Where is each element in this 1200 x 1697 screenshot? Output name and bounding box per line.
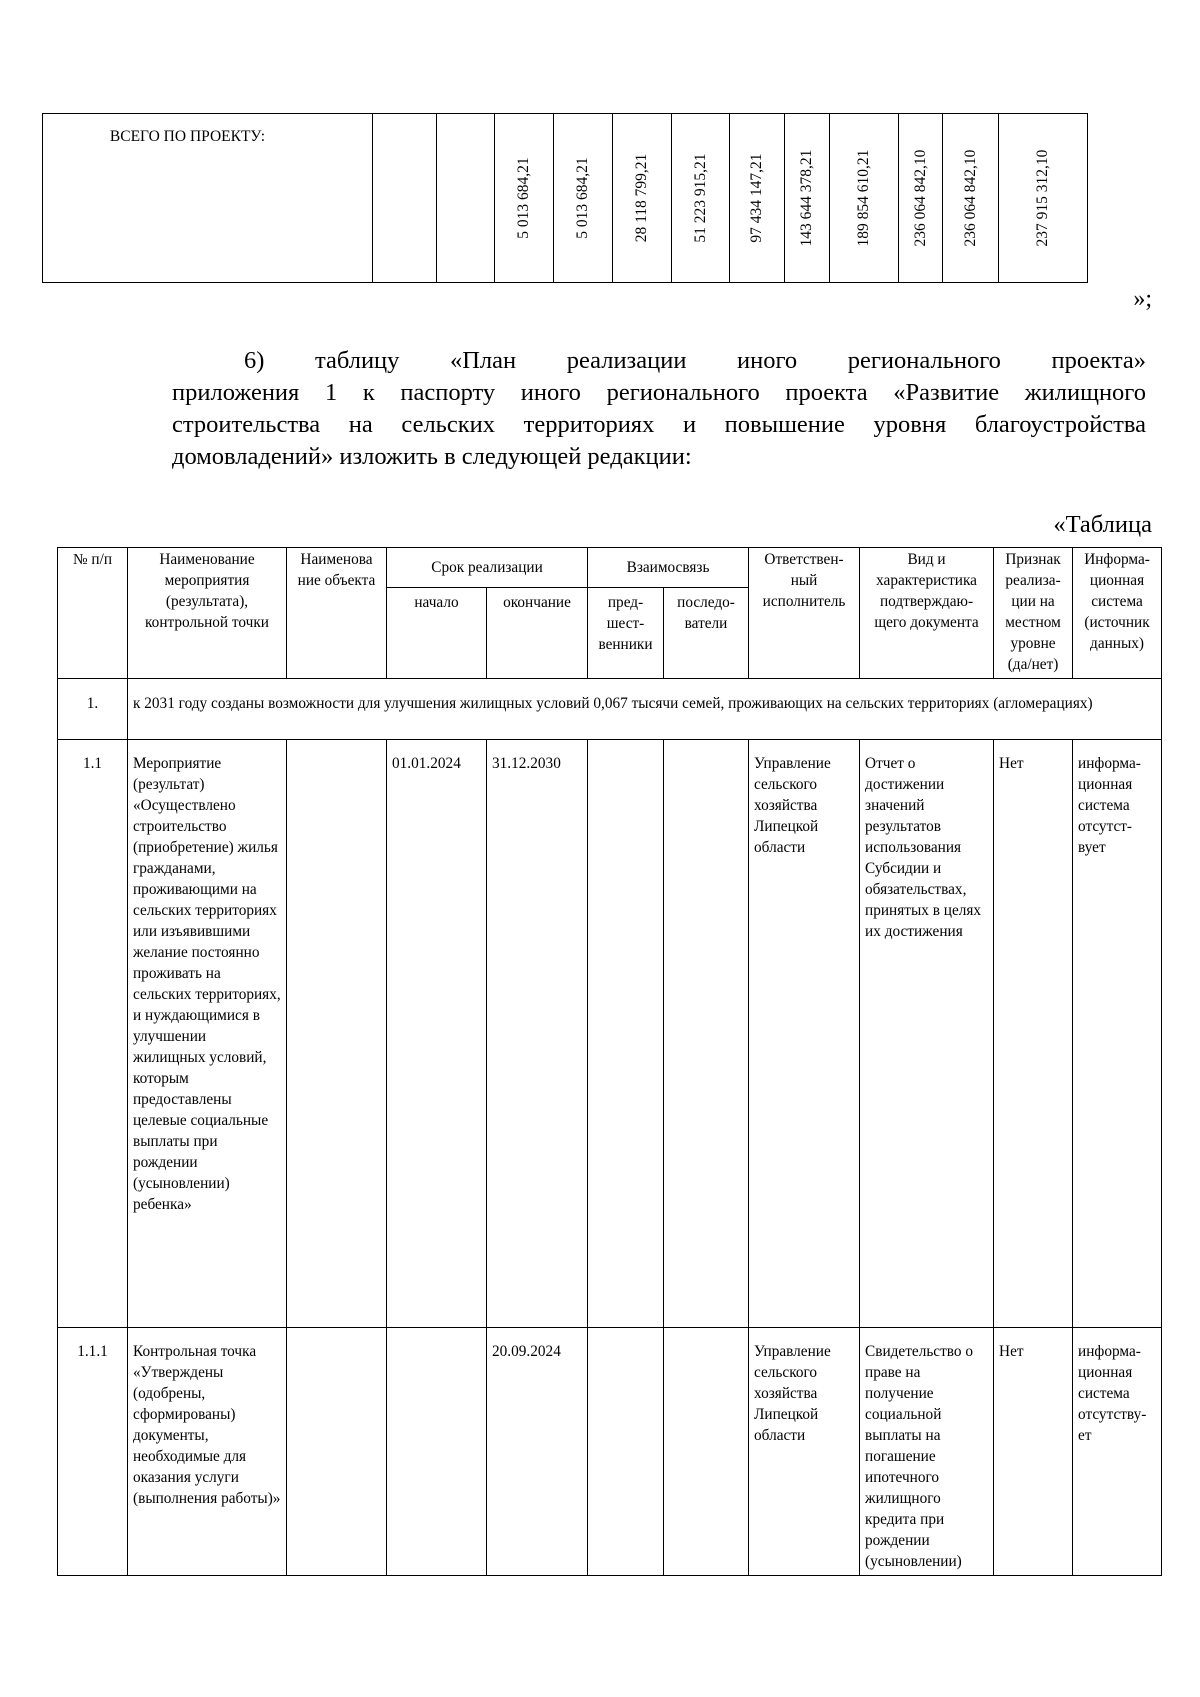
row-name: Мероприятие (результат) «Осуществлено строительство (приобретение) жилья гражданами, проживающими на сельских территориях или изъявившими желание постоянно проживать на сельских территориях, и нуждающимися в улучшении жилищных условий, которым предоставлены целевые социальные выплаты при рождении (усыновлении) ребенка» [133,755,281,1213]
row-document: Свидетельство о праве на получение социальной выплаты на погашение ипотечного жилищного кредита при рождении (усыновлении) [865,1343,974,1570]
row-object [292,1329,381,1341]
header-period: Срок реализации [387,548,588,588]
header-successors: последо-ватели [664,588,749,679]
total-value: 143 644 378,21 [798,149,815,247]
total-value-cell [999,114,1088,283]
row-end: 31.12.2030 [492,755,561,772]
row-successors [669,741,743,753]
paragraph-line: приложения 1 к паспорту иного регионального проекта «Развитие жилищного [172,379,1146,406]
empty-cell [437,114,495,283]
row-start [392,1329,481,1341]
section-text: к 2031 году созданы возможности для улучшения жилищных условий 0,067 тысячи семей, проживающих на сельских территориях (агломерациях) [128,679,1162,740]
row-responsible: Управление сельского хозяйства Липецкой области [754,1343,831,1444]
header-end: окончание [487,588,588,679]
closing-quote: »; [1133,286,1152,312]
row-successors [669,1329,743,1341]
table-caption: «Таблица [1053,511,1152,538]
header-start: начало [387,588,487,679]
section-num: 1. [58,679,128,740]
total-value-cell [830,114,899,283]
row-predecessors [593,741,658,753]
row-document: Отчет о достижении значений результатов использования Субсидии и обязательствах, принятых в целях их достижения [865,755,982,940]
total-value-cell [899,114,943,283]
total-value-cell [672,114,730,283]
total-value-cell [554,114,613,283]
row-local-level: Нет [999,1343,1024,1360]
total-value: 5 013 684,21 [574,157,591,239]
row-end: 20.09.2024 [492,1343,561,1360]
total-label: ВСЕГО ПО ПРОЕКТУ: [43,114,373,283]
total-value-cell [613,114,672,283]
implementation-plan-table [57,547,1162,1576]
row-info-system: информа-ционная система отсутству-ет [1078,1343,1147,1444]
total-summary-table [42,113,1088,283]
paragraph-line: строительства на сельских территориях и повышение уровня благоустройства [172,411,1146,438]
row-num: 1.1.1 [77,1343,108,1360]
header-local-level: Признак реализа-ции на местном уровне (да/нет) [994,548,1073,679]
table-row [58,1328,1162,1576]
total-value-cell [495,114,554,283]
total-value: 97 434 147,21 [748,153,765,243]
total-value: 236 064 842,10 [961,149,979,247]
row-num: 1.1 [82,755,103,772]
header-responsible: Ответствен-ный исполнитель [749,548,860,679]
header-row [58,548,1162,588]
header-predecessors: пред-шест-венники [588,588,664,679]
total-value: 28 118 799,21 [633,153,650,243]
section-row [58,679,1162,740]
header-relation: Взаимосвязь [588,548,749,588]
row-name: Контрольная точка «Утверждены (одобрены, сформированы) документы, необходимые для оказания услуги (выполнения работы)» [133,1343,281,1507]
header-object: Наименова ние объекта [287,548,387,679]
row-start: 01.01.2024 [392,755,461,772]
header-num: № п/п [58,548,128,679]
total-value: 5 013 684,21 [515,157,532,239]
table-row [58,740,1162,1328]
header-info-system: Информа-ционная система (источник данных) [1073,548,1162,679]
paragraph-line: 6) таблицу «План реализации иного регионального проекта» [244,347,1146,374]
total-value: 237 915 312,10 [1034,149,1051,247]
header-name: Наименование мероприятия (результата), контрольной точки [128,548,287,679]
row-local-level: Нет [999,755,1024,772]
row-info-system: информа-ционная система отсутст-вует [1078,755,1141,856]
total-value: 189 854 610,21 [855,149,872,247]
total-value-cell [785,114,830,283]
amendment-paragraph [172,345,1146,473]
total-value: 236 064 842,10 [911,149,929,247]
total-value-cell [730,114,785,283]
total-value: 51 223 915,21 [691,153,709,243]
row-object [292,741,381,753]
empty-cell [373,114,437,283]
row-predecessors [593,1329,658,1341]
paragraph-line: домовладений» изложить в следующей редакции: [172,443,692,470]
row-responsible: Управление сельского хозяйства Липецкой области [754,755,831,856]
total-value-cell [943,114,999,283]
header-document: Вид и характеристика подтверждаю-щего документа [860,548,994,679]
